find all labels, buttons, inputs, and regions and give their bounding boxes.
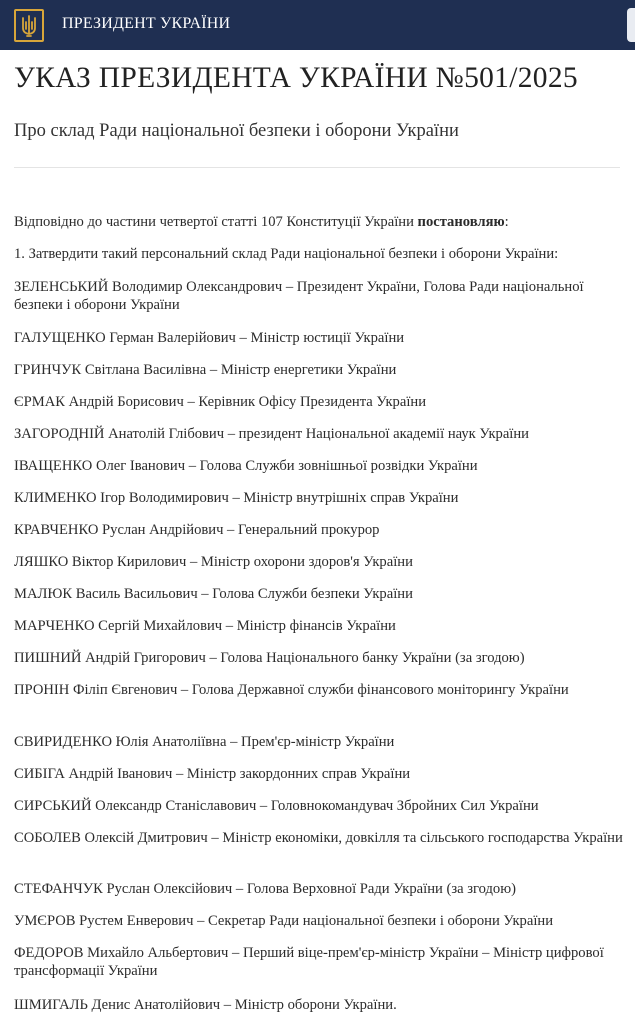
trident-icon[interactable] bbox=[14, 9, 44, 42]
intro-bold: постановляю bbox=[417, 214, 505, 230]
member-item: СОБОЛЕВ Олексій Дмитрович – Міністр економіки, довкілля та сільського господарства України bbox=[14, 830, 623, 846]
member-item: СИБІГА Андрій Іванович – Міністр закордонних справ України bbox=[14, 766, 411, 782]
member-item: ПИШНИЙ Андрій Григорович – Голова Національного банку України (за згодою) bbox=[14, 650, 525, 666]
member-item: ШМИГАЛЬ Денис Анатолійович – Міністр оборони України. bbox=[14, 997, 397, 1013]
decree-title: УКАЗ ПРЕЗИДЕНТА УКРАЇНИ №501/2025 bbox=[14, 62, 578, 94]
member-item: СВИРИДЕНКО Юлія Анатоліївна – Прем'єр-міністр України bbox=[14, 734, 395, 750]
decree-subtitle: Про склад Ради національної безпеки і оборони України bbox=[14, 121, 459, 141]
member-item: ЛЯШКО Віктор Кирилович – Міністр охорони здоров'я України bbox=[14, 554, 413, 570]
member-item: КРАВЧЕНКО Руслан Андрійович – Генеральний прокурор bbox=[14, 522, 380, 538]
member-item: ПРОНІН Філіп Євгенович – Голова Державної служби фінансового моніторингу України bbox=[14, 682, 569, 698]
member-item: УМЄРОВ Рустем Енверович – Секретар Ради національної безпеки і оборони України bbox=[14, 913, 554, 929]
member-item: СТЕФАНЧУК Руслан Олексійович – Голова Верховної Ради України (за згодою) bbox=[14, 881, 516, 897]
member-item: СИРСЬКИЙ Олександр Станіславович – Головнокомандувач Збройних Сил України bbox=[14, 798, 539, 814]
member-item: ГАЛУЩЕНКО Герман Валерійович – Міністр юстиції України bbox=[14, 330, 405, 346]
item-1: 1. Затвердити такий персональний склад Ради національної безпеки і оборони України: bbox=[14, 246, 559, 262]
intro-end: : bbox=[504, 214, 509, 230]
site-header bbox=[0, 0, 635, 50]
member-item: ЗАГОРОДНІЙ Анатолій Глібович – президент Національної академії наук України bbox=[14, 426, 529, 442]
member-item: ЗЕЛЕНСЬКИЙ Володимир Олександрович – Президент України, Голова Ради національної безпеки і оборони України bbox=[14, 279, 584, 313]
divider bbox=[14, 167, 620, 168]
member-item: ІВАЩЕНКО Олег Іванович – Голова Служби зовнішньої розвідки України bbox=[14, 458, 478, 474]
site-title-link[interactable]: ПРЕЗИДЕНТ УКРАЇНИ bbox=[62, 15, 231, 32]
intro-paragraph bbox=[14, 213, 624, 231]
member-item: МАЛЮК Василь Васильович – Голова Служби безпеки України bbox=[14, 586, 413, 602]
menu-tab[interactable] bbox=[627, 8, 635, 42]
member-item: ЄРМАК Андрій Борисович – Керівник Офісу Президента України bbox=[14, 394, 427, 410]
member-item: ГРИНЧУК Світлана Василівна – Міністр енергетики України bbox=[14, 362, 397, 378]
intro-text: Відповідно до частини четвертої статті 107 Конституції України bbox=[14, 214, 418, 230]
member-item: КЛИМЕНКО Ігор Володимирович – Міністр внутрішніх справ України bbox=[14, 490, 459, 506]
member-item: МАРЧЕНКО Сергій Михайлович – Міністр фінансів України bbox=[14, 618, 396, 634]
member-item: ФЕДОРОВ Михайло Альбертович – Перший віце-прем'єр-міністр України – Міністр цифрової трансформації України bbox=[14, 945, 604, 979]
